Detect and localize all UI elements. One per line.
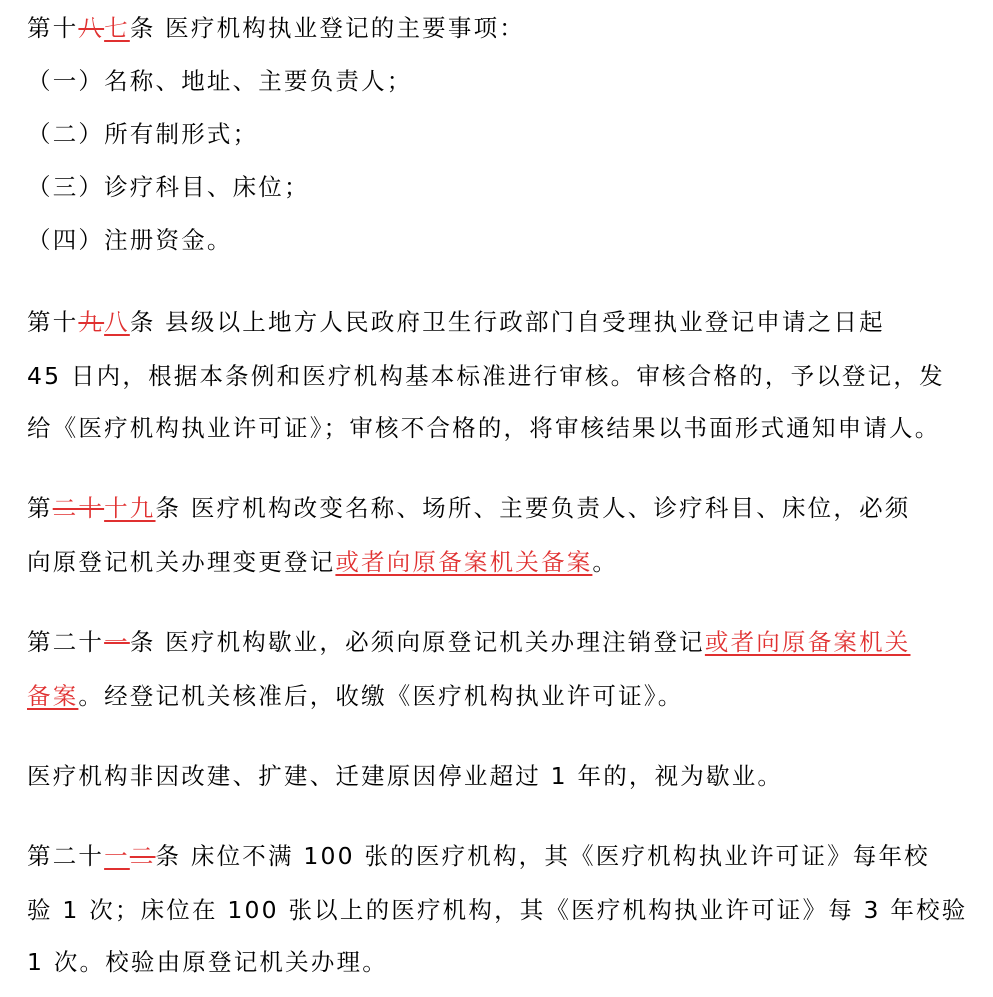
text-run: 条 床位不满 100 张的医疗机构，其《医疗机构执业许可证》每年校 — [155, 842, 930, 870]
paragraph-line: 验 1 次；床位在 100 张以上的医疗机构，其《医疗机构执业许可证》每 3 年校验 — [27, 896, 968, 924]
text-run: 。经登记机关核准后，收缴《医疗机构执业许可证》。 — [78, 682, 684, 710]
inserted-text: 七 — [104, 14, 130, 42]
paragraph-line: 医疗机构非因改建、扩建、迁建原因停业超过 1 年的，视为歇业。 — [27, 762, 784, 790]
paragraph-line — [27, 680, 683, 712]
inserted-text: 一 — [104, 842, 130, 870]
list-item: （二）所有制形式； — [27, 120, 259, 148]
deleted-text: 二十 — [52, 494, 105, 522]
deleted-text: 一 — [104, 628, 130, 656]
inserted-text: 备案 — [27, 682, 79, 710]
inserted-text: 十九 — [104, 494, 156, 522]
inserted-text: 或者向原备案机关 — [704, 628, 911, 656]
list-item: （四）注册资金。 — [27, 226, 233, 254]
text-run: 向原登记机关办理变更登记 — [27, 548, 336, 576]
text-run: 第十 — [27, 308, 79, 336]
article-19-heading — [27, 492, 911, 524]
paragraph-line: 1 次。校验由原登记机关办理。 — [27, 948, 388, 976]
list-item: （三）诊疗科目、床位； — [27, 173, 310, 201]
article-18-heading — [27, 306, 885, 338]
paragraph-line: 45 日内，根据本条例和医疗机构基本标准进行审核。审核合格的，予以登记，发 — [27, 362, 945, 390]
list-item: （一）名称、地址、主要负责人； — [27, 67, 413, 95]
text-run: 第二十 — [27, 628, 105, 656]
article-21-heading — [27, 840, 930, 872]
text-run: 。 — [592, 548, 619, 576]
text-run: 条 医疗机构改变名称、场所、主要负责人、诊疗科目、床位，必须 — [155, 494, 911, 522]
text-run: 第 — [27, 494, 53, 522]
inserted-text: 或者向原备案机关备案 — [335, 548, 593, 576]
text-run: 条 医疗机构歇业，必须向原登记机关办理注销登记 — [129, 628, 705, 656]
deleted-text: 八 — [78, 14, 105, 42]
text-run: 第二十 — [27, 842, 105, 870]
text-run: 条 医疗机构执业登记的主要事项： — [129, 14, 525, 42]
article-17-heading — [27, 12, 525, 44]
deleted-text: 二 — [129, 842, 156, 870]
deleted-text: 九 — [78, 308, 105, 336]
paragraph-line — [27, 546, 618, 578]
text-run: 第十 — [27, 14, 79, 42]
paragraph-line: 给《医疗机构执业许可证》；审核不合格的，将审核结果以书面形式通知申请人。 — [27, 414, 941, 442]
inserted-text: 八 — [104, 308, 130, 336]
text-run: 条 县级以上地方人民政府卫生行政部门自受理执业登记申请之日起 — [129, 308, 885, 336]
article-20-heading — [27, 626, 911, 658]
